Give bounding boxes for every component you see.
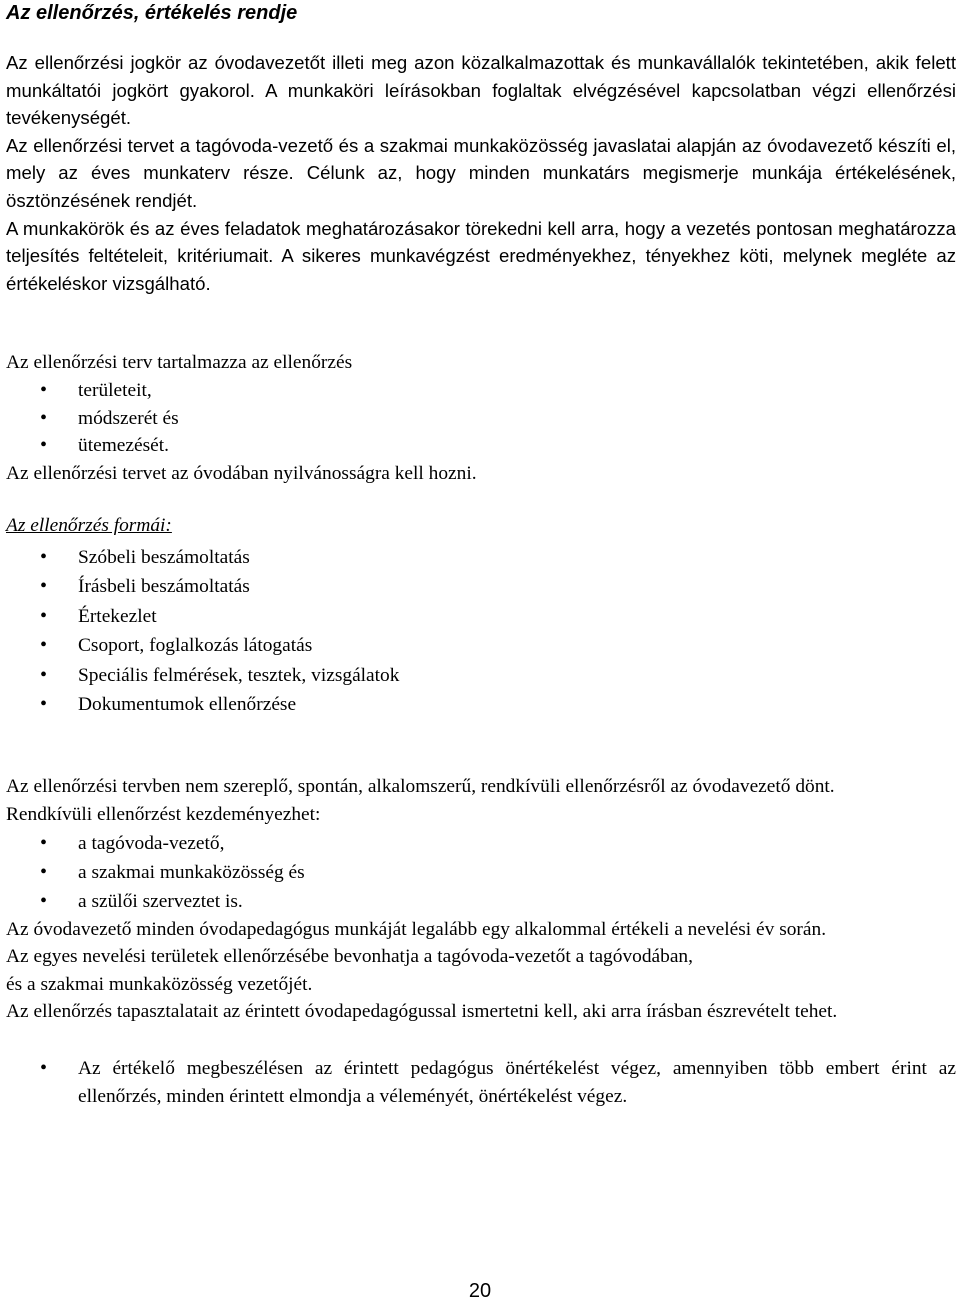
section-heading: Az ellenőrzés, értékelés rendje (6, 2, 298, 24)
paragraph-munkakozosseg: és a szakmai munkaközösség vezetőjét. (6, 973, 313, 995)
initiator-list (6, 829, 956, 916)
paragraph-kezdemenyezhet: Rendkívüli ellenőrzést kezdeményezhet: (6, 803, 321, 825)
celunk-text: Célunk az, hogy minden munkatárs megismerje munkája értékelésének, ösztönzésének rendjét. (6, 162, 956, 211)
forms-list (6, 543, 956, 719)
plan-list-item: • ütemezését. (6, 432, 956, 460)
forms-list-item: • Értekezlet (6, 602, 956, 631)
intro-block (6, 49, 956, 297)
page-number: 20 (468, 1280, 492, 1302)
forms-list-item: • Dokumentumok ellenőrzése (6, 690, 956, 719)
initiator-list-item: • a szakmai munkaközösség és (6, 858, 956, 887)
paragraph-munkakorok: A munkakörök és az éves feladatok meghatározásakor törekedni kell arra, hogy a vezetés pontosan meghatározza teljesítés feltételeit, kritériumait. A sikeres munkavégzést eredményekhez, tényekhez köti, melynek megléte az értékeléskor vizsgálható. (6, 217, 956, 294)
plan-list-item: • módszerét és (6, 405, 956, 433)
final-list (6, 1055, 956, 1110)
forms-list-item: • Írásbeli beszámoltatás (6, 572, 956, 601)
initiator-list-item: • a tagóvoda-vezető, (6, 829, 956, 858)
plan-intro: Az ellenőrzési terv tartalmazza az ellenőrzés (6, 352, 353, 374)
plan-list-item: • területeit, (6, 377, 956, 405)
plan-outro: Az ellenőrzési tervet az óvodában nyilvánosságra kell hozni. (6, 462, 477, 484)
terv-keszites-text: Az ellenőrzési tervet a tagóvoda-vezető és a szakmai munkaközösség javaslatai alapján az óvodavezető készíti el, mely az éves munkaterv része. (6, 134, 956, 184)
forms-list-item: • Csoport, foglalkozás látogatás (6, 631, 956, 660)
initiator-list-item: • a szülői szerveztet is. (6, 887, 956, 916)
paragraph-jogkor: Az ellenőrzési jogkör az óvodavezetőt illeti meg azon közalkalmazottak és munkavállalók tekintetében, akik felett munkáltatói jogkört gyakorol. A munkaköri leírásokban foglaltak elvégzésével kapcsolatban végzi ellenőrzési tevékenységét. (6, 52, 956, 129)
paragraph-tapasztalatok: Az ellenőrzés tapasztalatait az érintett óvodapedagógussal ismertetni kell, aki arra írásban észrevételt tehet. (6, 1001, 838, 1023)
paragraph-teruletek: Az egyes nevelési területek ellenőrzésébe bevonhatja a tagóvoda-vezetőt a tagóvodában, (6, 946, 693, 968)
plan-list (6, 377, 956, 460)
forms-list-item: • Speciális felmérések, tesztek, vizsgálatok (6, 661, 956, 690)
paragraph-terv-keszites (6, 132, 956, 215)
forms-list-item: • Szóbeli beszámoltatás (6, 543, 956, 572)
final-list-item: • Az értékelő megbeszélésen az érintett pedagógus önértékelést végez, amennyiben több embert érint az ellenőrzés, minden érintett elmondja a véleményét, önértékelést végez. (6, 1055, 956, 1110)
paragraph-ertekeles: Az óvodavezető minden óvodapedagógus munkáját legalább egy alkalommal értékeli a nevelési év során. (6, 918, 827, 940)
document-page (6, 0, 956, 1110)
paragraph-rendkivuli: Az ellenőrzési tervben nem szereplő, spontán, alkalomszerű, rendkívüli ellenőrzésről az óvodavezető dönt. (6, 776, 835, 798)
forms-title: Az ellenőrzés formái: (6, 515, 172, 537)
